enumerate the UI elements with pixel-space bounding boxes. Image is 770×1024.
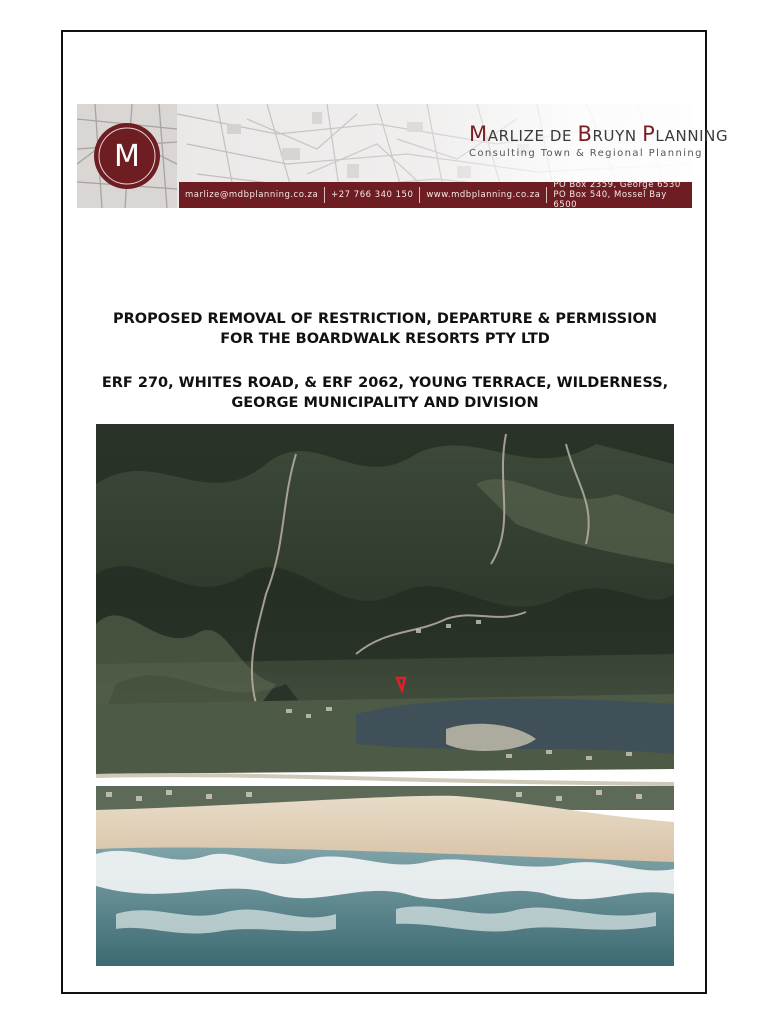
aerial-photo (96, 424, 674, 966)
subtitle-line-1: ERF 270, WHITES ROAD, & ERF 2062, YOUNG TERRACE, WILDERNESS, (101, 375, 669, 391)
logo-map-square (77, 104, 177, 208)
document-subtitle (80, 373, 690, 413)
contact-strip (179, 182, 692, 208)
contact-phone: +27 766 340 150 (331, 190, 414, 200)
letterhead-banner (77, 104, 729, 210)
contact-website: www.mdbplanning.co.za (426, 190, 541, 200)
document-title (80, 309, 690, 349)
address-line-1: PO Box 2359, George 6530 (553, 180, 681, 190)
title-line-1: PROPOSED REMOVAL OF RESTRICTION, DEPARTURE & PERMISSION (113, 311, 657, 327)
subtitle-line-2: GEORGE MUNICIPALITY AND DIVISION (231, 395, 539, 411)
contact-address (547, 180, 692, 210)
aerial-photo-image (96, 424, 674, 966)
brand-tagline: Consulting Town & Regional Planning (469, 148, 703, 159)
brand-block (469, 122, 729, 159)
contact-email: marlize@mdbplanning.co.za (185, 190, 319, 200)
brand-name: MARLIZE DE BRUYN PLANNING (469, 122, 729, 146)
logo-letter: M (114, 139, 140, 174)
title-line-2: FOR THE BOARDWALK RESORTS PTY LTD (220, 331, 550, 347)
address-line-2: PO Box 540, Mossel Bay 6500 (553, 190, 667, 210)
